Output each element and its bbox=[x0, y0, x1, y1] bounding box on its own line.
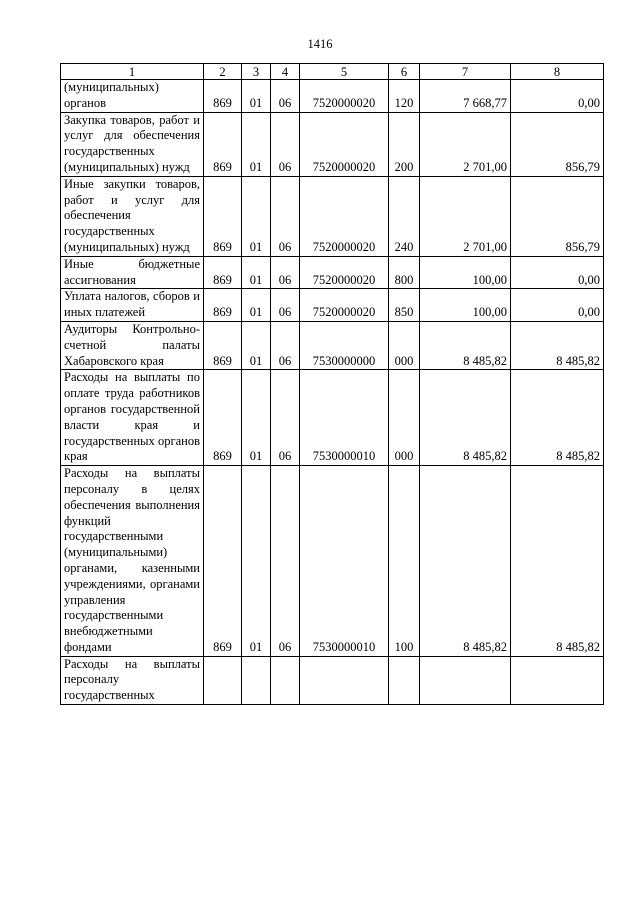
cell-admin-code: 869 bbox=[204, 321, 242, 369]
column-header: 4 bbox=[271, 64, 300, 80]
cell-target-article: 7520000020 bbox=[300, 289, 389, 322]
page-number: 1416 bbox=[307, 37, 333, 51]
cell-subsection: 06 bbox=[271, 289, 300, 322]
table-row bbox=[61, 656, 604, 704]
cell-target-article: 7520000020 bbox=[300, 80, 389, 113]
cell-subsection: 06 bbox=[271, 80, 300, 113]
cell-admin-code: 869 bbox=[204, 112, 242, 176]
cell-admin-code: 869 bbox=[204, 289, 242, 322]
cell-admin-code: 869 bbox=[204, 176, 242, 256]
cell-admin-code: 869 bbox=[204, 256, 242, 289]
cell-subsection: 06 bbox=[271, 466, 300, 657]
cell-amount-plan: 2 701,00 bbox=[420, 176, 511, 256]
cell-section: 01 bbox=[242, 256, 271, 289]
table-row bbox=[61, 112, 604, 176]
cell-expense-type: 120 bbox=[389, 80, 420, 113]
cell-subsection: 06 bbox=[271, 112, 300, 176]
column-header: 7 bbox=[420, 64, 511, 80]
cell-amount-plan: 8 485,82 bbox=[420, 321, 511, 369]
cell-expense-type: 100 bbox=[389, 466, 420, 657]
cell-amount-fact: 8 485,82 bbox=[511, 370, 604, 466]
column-header: 3 bbox=[242, 64, 271, 80]
row-name: (муниципальных) органов bbox=[61, 80, 204, 113]
cell-section: 01 bbox=[242, 112, 271, 176]
cell-subsection: 06 bbox=[271, 256, 300, 289]
row-name: Аудиторы Контрольно-счетной палаты Хабаровского края bbox=[61, 321, 204, 369]
cell-subsection: 06 bbox=[271, 176, 300, 256]
cell-amount-fact: 0,00 bbox=[511, 289, 604, 322]
row-name: Уплата налогов, сборов и иных платежей bbox=[61, 289, 204, 322]
cell-amount-plan: 100,00 bbox=[420, 289, 511, 322]
header-row bbox=[61, 64, 604, 80]
cell-target-article: 7530000010 bbox=[300, 466, 389, 657]
column-header: 8 bbox=[511, 64, 604, 80]
table-row bbox=[61, 176, 604, 256]
cell-target-article: 7520000020 bbox=[300, 176, 389, 256]
row-name: Иные закупки товаров, работ и услуг для обеспечения государственных (муниципальных) нужд bbox=[61, 176, 204, 256]
cell-expense-type: 000 bbox=[389, 370, 420, 466]
cell-amount-fact: 0,00 bbox=[511, 80, 604, 113]
cell-amount-plan: 2 701,00 bbox=[420, 112, 511, 176]
cell-target-article: 7530000010 bbox=[300, 370, 389, 466]
cell-amount-fact: 856,79 bbox=[511, 112, 604, 176]
cell-amount-plan: 7 668,77 bbox=[420, 80, 511, 113]
cell-expense-type bbox=[389, 656, 420, 704]
cell-expense-type: 240 bbox=[389, 176, 420, 256]
table-row bbox=[61, 321, 604, 369]
cell-section bbox=[242, 656, 271, 704]
cell-amount-fact: 856,79 bbox=[511, 176, 604, 256]
column-header: 6 bbox=[389, 64, 420, 80]
cell-target-article: 7530000000 bbox=[300, 321, 389, 369]
cell-subsection: 06 bbox=[271, 370, 300, 466]
cell-amount-plan: 8 485,82 bbox=[420, 370, 511, 466]
cell-admin-code: 869 bbox=[204, 80, 242, 113]
row-name: Расходы на выплаты по оплате труда работников органов государственной власти края и государственных органов края bbox=[61, 370, 204, 466]
column-header: 5 bbox=[300, 64, 389, 80]
cell-amount-plan: 100,00 bbox=[420, 256, 511, 289]
row-name: Расходы на выплаты персоналу государственных bbox=[61, 656, 204, 704]
cell-section: 01 bbox=[242, 321, 271, 369]
row-name: Расходы на выплаты персоналу в целях обеспечения выполнения функций государственными (муниципальными) органами, казенными учреждениями, органами управления государственными внебюджетными фондами bbox=[61, 466, 204, 657]
column-header: 1 bbox=[61, 64, 204, 80]
table-row bbox=[61, 256, 604, 289]
cell-expense-type: 800 bbox=[389, 256, 420, 289]
cell-admin-code: 869 bbox=[204, 370, 242, 466]
cell-target-article bbox=[300, 656, 389, 704]
cell-admin-code bbox=[204, 656, 242, 704]
cell-amount-fact: 8 485,82 bbox=[511, 466, 604, 657]
cell-section: 01 bbox=[242, 466, 271, 657]
cell-amount-fact: 0,00 bbox=[511, 256, 604, 289]
cell-expense-type: 850 bbox=[389, 289, 420, 322]
cell-expense-type: 200 bbox=[389, 112, 420, 176]
cell-target-article: 7520000020 bbox=[300, 256, 389, 289]
cell-amount-plan: 8 485,82 bbox=[420, 466, 511, 657]
row-name: Иные бюджетные ассигнования bbox=[61, 256, 204, 289]
cell-amount-plan bbox=[420, 656, 511, 704]
cell-amount-fact: 8 485,82 bbox=[511, 321, 604, 369]
cell-subsection bbox=[271, 656, 300, 704]
table-row bbox=[61, 466, 604, 657]
cell-amount-fact bbox=[511, 656, 604, 704]
cell-admin-code: 869 bbox=[204, 466, 242, 657]
cell-section: 01 bbox=[242, 289, 271, 322]
cell-expense-type: 000 bbox=[389, 321, 420, 369]
cell-section: 01 bbox=[242, 80, 271, 113]
cell-section: 01 bbox=[242, 370, 271, 466]
column-header: 2 bbox=[204, 64, 242, 80]
budget-table bbox=[60, 63, 604, 705]
cell-subsection: 06 bbox=[271, 321, 300, 369]
table-row bbox=[61, 370, 604, 466]
cell-target-article: 7520000020 bbox=[300, 112, 389, 176]
cell-section: 01 bbox=[242, 176, 271, 256]
table-row bbox=[61, 80, 604, 113]
table-row bbox=[61, 289, 604, 322]
row-name: Закупка товаров, работ и услуг для обеспечения государственных (муниципальных) нужд bbox=[61, 112, 204, 176]
